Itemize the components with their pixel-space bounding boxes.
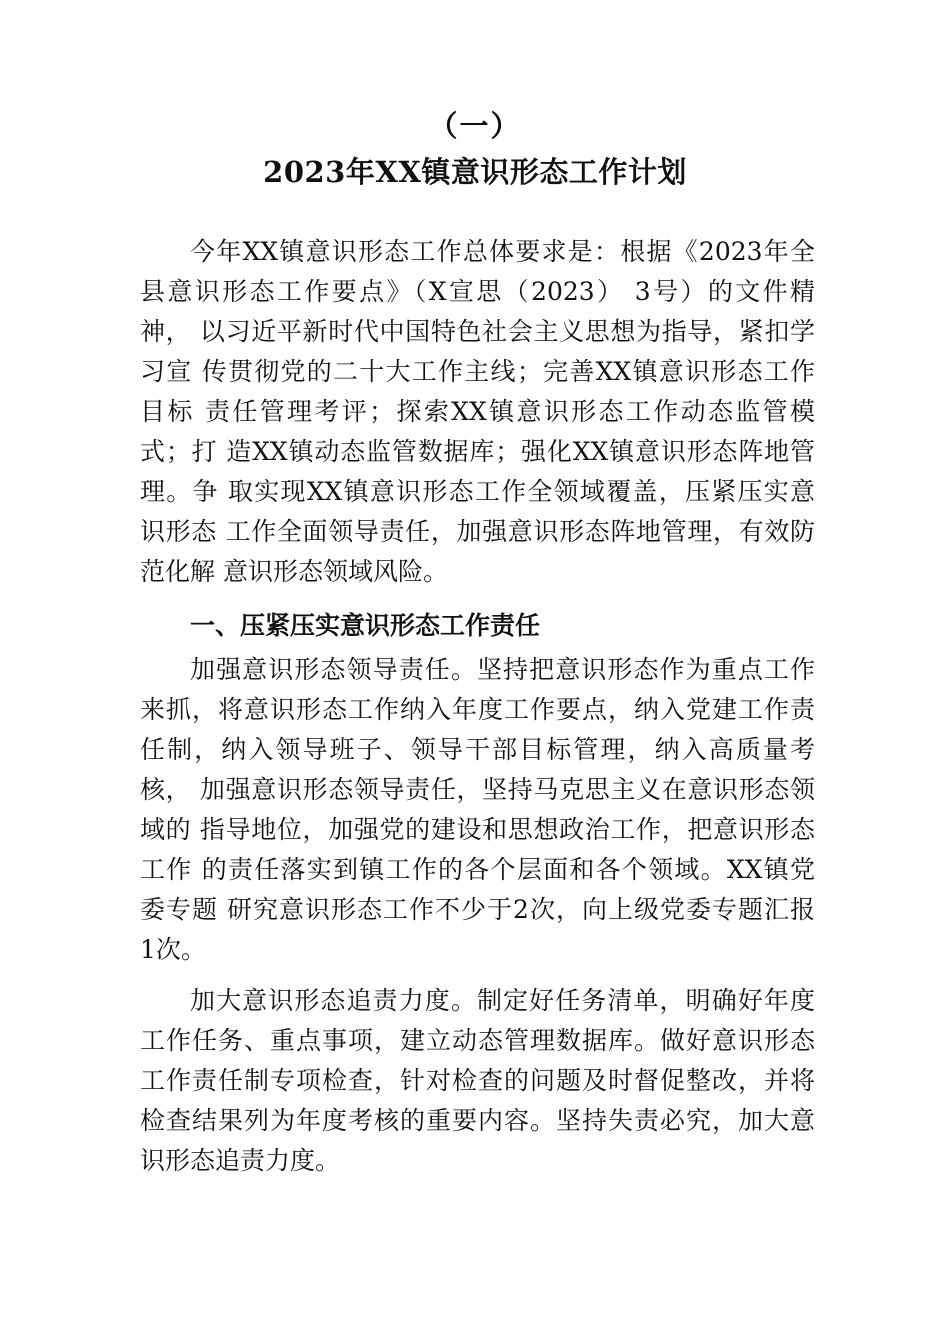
section-heading-block: [140, 606, 815, 646]
text-line: 今年XX镇意识形态工作总体要求是：根据《2023年全: [190, 237, 815, 266]
text-line: 加大意识形态追责力度。制定好任务清单，明确好年度: [190, 986, 815, 1015]
section-heading: 一、压紧压实意识形态工作责任: [190, 611, 541, 640]
text-line: 神， 以习近平新时代中国特色社会主义思想为指导，紧扣学: [140, 317, 815, 346]
text-line: 域的 指导地位，加强党的建设和思想政治工作，把意识形态: [140, 815, 815, 844]
section-paragraph: [140, 650, 815, 970]
text-line: 核， 加强意识形态领导责任，坚持马克思主义在意识形态领: [140, 775, 815, 804]
text-line: 工作任务、重点事项，建立动态管理数据库。做好意识形态: [140, 1026, 815, 1055]
text-line: 识形态追责力度。: [140, 1146, 341, 1175]
text-line: 县意识形态工作要点》（X宣思（2023） 3号）的文件精: [140, 277, 815, 306]
text-line: 委专题 研究意识形态工作不少于2次，向上级党委专题汇报: [140, 895, 815, 924]
document-title: 2023年XX镇意识形态工作计划: [263, 155, 687, 189]
text-line: 式；打 造XX镇动态监管数据库；强化XX镇意识形态阵地管: [140, 437, 815, 466]
text-line: 习宣 传贯彻党的二十大工作主线；完善XX镇意识形态工作: [140, 357, 815, 386]
text-line: 来抓，将意识形态工作纳入年度工作要点，纳入党建工作责: [140, 695, 815, 724]
text-line: 工作责任制专项检查，针对检查的问题及时督促整改，并将: [140, 1066, 815, 1095]
document-number: （一）: [428, 109, 522, 143]
text-line: 1次。: [140, 935, 206, 964]
text-line: 目标 责任管理考评；探索XX镇意识形态工作动态监管模: [140, 397, 815, 426]
text-line: 检查结果列为年度考核的重要内容。坚持失责必究，加大意: [140, 1106, 815, 1135]
text-line: 加强意识形态领导责任。坚持把意识形态作为重点工作: [190, 655, 815, 684]
section-paragraph: [140, 981, 815, 1181]
text-line: 工作 的责任落实到镇工作的各个层面和各个领域。XX镇党: [140, 855, 815, 884]
text-line: 理。争 取实现XX镇意识形态工作全领域覆盖，压紧压实意: [140, 477, 815, 506]
text-line: 任制，纳入领导班子、领导干部目标管理，纳入高质量考: [140, 735, 815, 764]
intro-paragraph: [140, 232, 815, 592]
text-line: 范化解 意识形态领域风险。: [140, 557, 448, 586]
text-line: 识形态 工作全面领导责任，加强意识形态阵地管理，有效防: [140, 517, 815, 546]
